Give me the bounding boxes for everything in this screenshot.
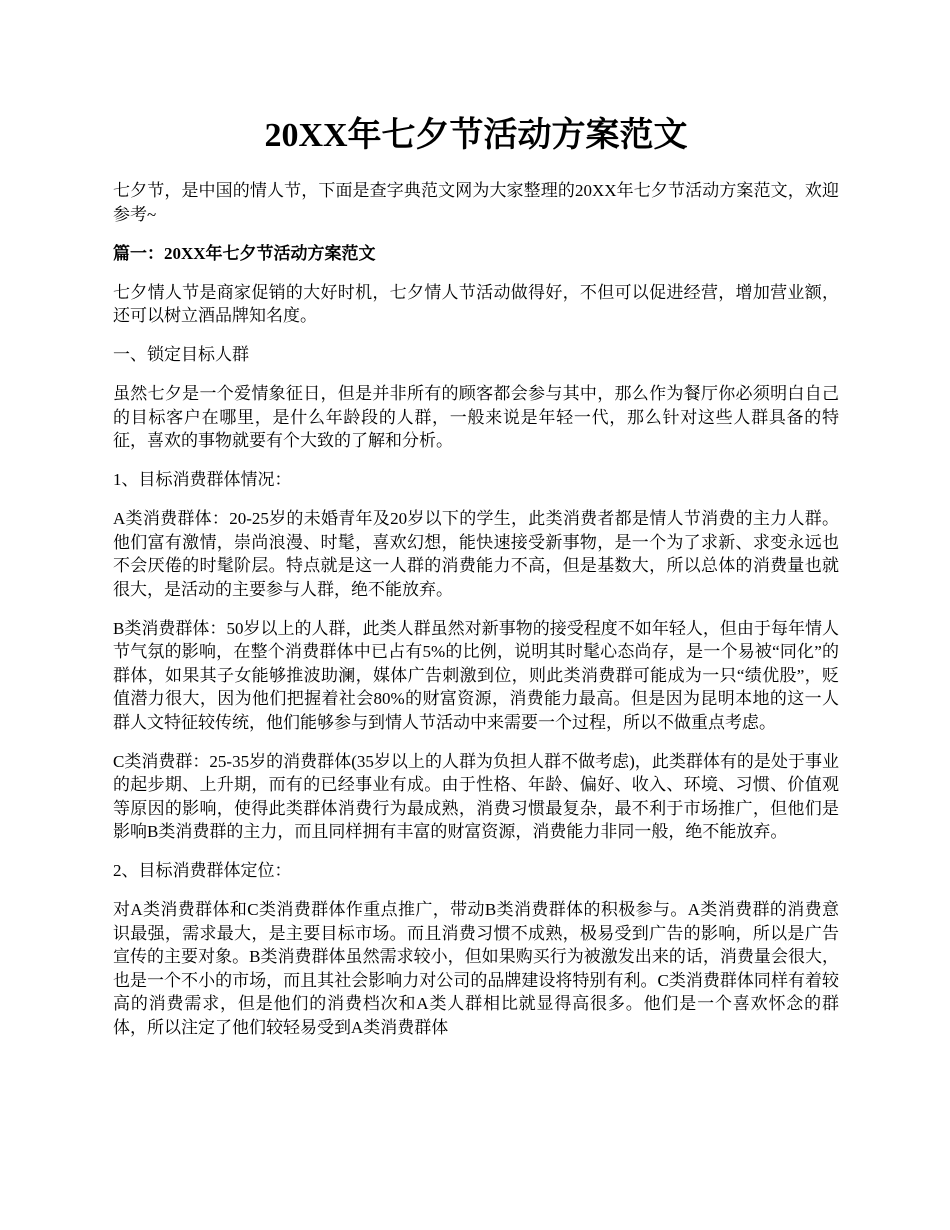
body-paragraph-group-a: A类消费群体：20-25岁的未婚青年及20岁以下的学生，此类消费者都是情人节消费的主力人群。他们富有激情，崇尚浪漫、时髦，喜欢幻想，能快速接受新事物，是一个为了求新、求变永远也不会厌倦的时髦阶层。特点就是这一人群的消费能力不高，但是基数大，所以总体的消费量也就很大，是活动的主要参与人群，绝不能放弃。 bbox=[113, 509, 839, 599]
subheading-audience-positioning: 2、目标消费群体定位： bbox=[113, 861, 292, 880]
subheading-target-audience: 一、锁定目标人群 bbox=[113, 345, 249, 364]
body-paragraph-group-b: B类消费群体：50岁以上的人群，此类人群虽然对新事物的接受程度不如年轻人，但由于每年情人节气氛的影响，在整个消费群体中已占有5%的比例，说明其时髦心态尚存，是一个易被“同化”的群体，如果其子女能够推波助澜，媒体广告刺激到位，则此类消费群可能成为一只“绩优股”，贬值潜力很大，因为他们把握着社会80%的财富资源，消费能力最高。但是因为昆明本地的这一人群人文特征较传统，他们能够参与到情人节活动中来需要一个过程，所以不做重点考虑。 bbox=[113, 618, 839, 732]
body-paragraph: 虽然七夕是一个爱情象征日，但是并非所有的顾客都会参与其中，那么作为餐厅你必须明白自己的目标客户在哪里，是什么年龄段的人群，一般来说是年轻一代，那么针对这些人群具备的特征，喜欢的事物就要有个大致的了解和分析。 bbox=[113, 384, 839, 450]
document-page bbox=[113, 112, 839, 1055]
document-title: 20XX年七夕节活动方案范文 bbox=[264, 117, 688, 154]
body-paragraph-group-c: C类消费群：25-35岁的消费群体(35岁以上的人群为负担人群不做考虑)，此类群体有的是处于事业的起步期、上升期，而有的已经事业有成。由于性格、年龄、偏好、收入、环境、习惯、价值观等原因的影响，使得此类群体消费行为最成熟，消费习惯最复杂，最不利于市场推广，但他们是影响B类消费群的主力，而且同样拥有丰富的财富资源，消费能力非同一般，绝不能放弃。 bbox=[113, 751, 839, 841]
body-paragraph: 七夕情人节是商家促销的大好时机，七夕情人节活动做得好，不但可以促进经营，增加营业额，还可以树立酒品牌知名度。 bbox=[113, 282, 839, 325]
subheading-audience-situation: 1、目标消费群体情况： bbox=[113, 470, 292, 489]
intro-paragraph: 七夕节，是中国的情人节，下面是查字典范文网为大家整理的20XX年七夕节活动方案范文，欢迎参考~ bbox=[113, 181, 839, 224]
body-paragraph-positioning: 对A类消费群体和C类消费群体作重点推广，带动B类消费群体的积极参与。A类消费群的消费意识最强，需求最大，是主要目标市场。而且消费习惯不成熟，极易受到广告的影响，所以是广告宣传的主要对象。B类消费群体虽然需求较小，但如果购买行为被激发出来的话，消费量会很大，也是一个不小的市场，而且其社会影响力对公司的品牌建设将特别有利。C类消费群体同样有着较高的消费需求，但是他们的消费档次和A类人群相比就显得高很多。他们是一个喜欢怀念的群体，所以注定了他们较轻易受到A类消费群体 bbox=[113, 900, 839, 1037]
section-heading: 篇一：20XX年七夕节活动方案范文 bbox=[113, 243, 376, 263]
